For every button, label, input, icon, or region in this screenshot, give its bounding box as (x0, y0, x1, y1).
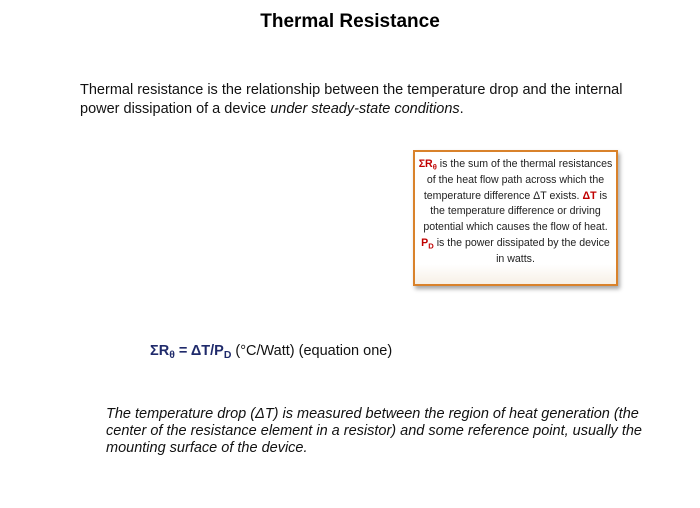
callout-text-2: is the temperature difference or driving potential which causes the flow of heat. (423, 189, 608, 234)
intro-end: . (459, 101, 464, 117)
pd-symbol: $P_D$ (421, 236, 434, 251)
equation-lhs: $\Sigma R_\theta = \Delta T/P_D$ (150, 343, 232, 362)
intro-paragraph (80, 81, 640, 119)
callout-text-1: is the sum of the thermal resistances of the heat flow path across which the temperature difference ΔT exists. (423, 158, 613, 202)
intro-emphasis: under steady-state conditions (270, 101, 460, 117)
callout-text-3: is the power dissipated by the device in watts. (433, 236, 610, 265)
temperature-drop-note: The temperature drop (ΔT) is measured between the region of heat generation (the center of the resistance element in a resistor) and some reference point, usually the mounting surface of the device. (106, 406, 642, 456)
page-title: Thermal Resistance (260, 11, 440, 32)
delta-t-symbol: ΔT (582, 189, 597, 202)
equation-one (150, 343, 393, 362)
definition-callout (413, 150, 618, 286)
equation-units: (°C/Watt) (equation one) (231, 343, 393, 359)
intro-text: Thermal resistance is the relationship between the temperature drop and the internal power dissipation of a device (80, 82, 623, 117)
sum-r-symbol: $\Sigma R_\theta$ (418, 158, 437, 172)
